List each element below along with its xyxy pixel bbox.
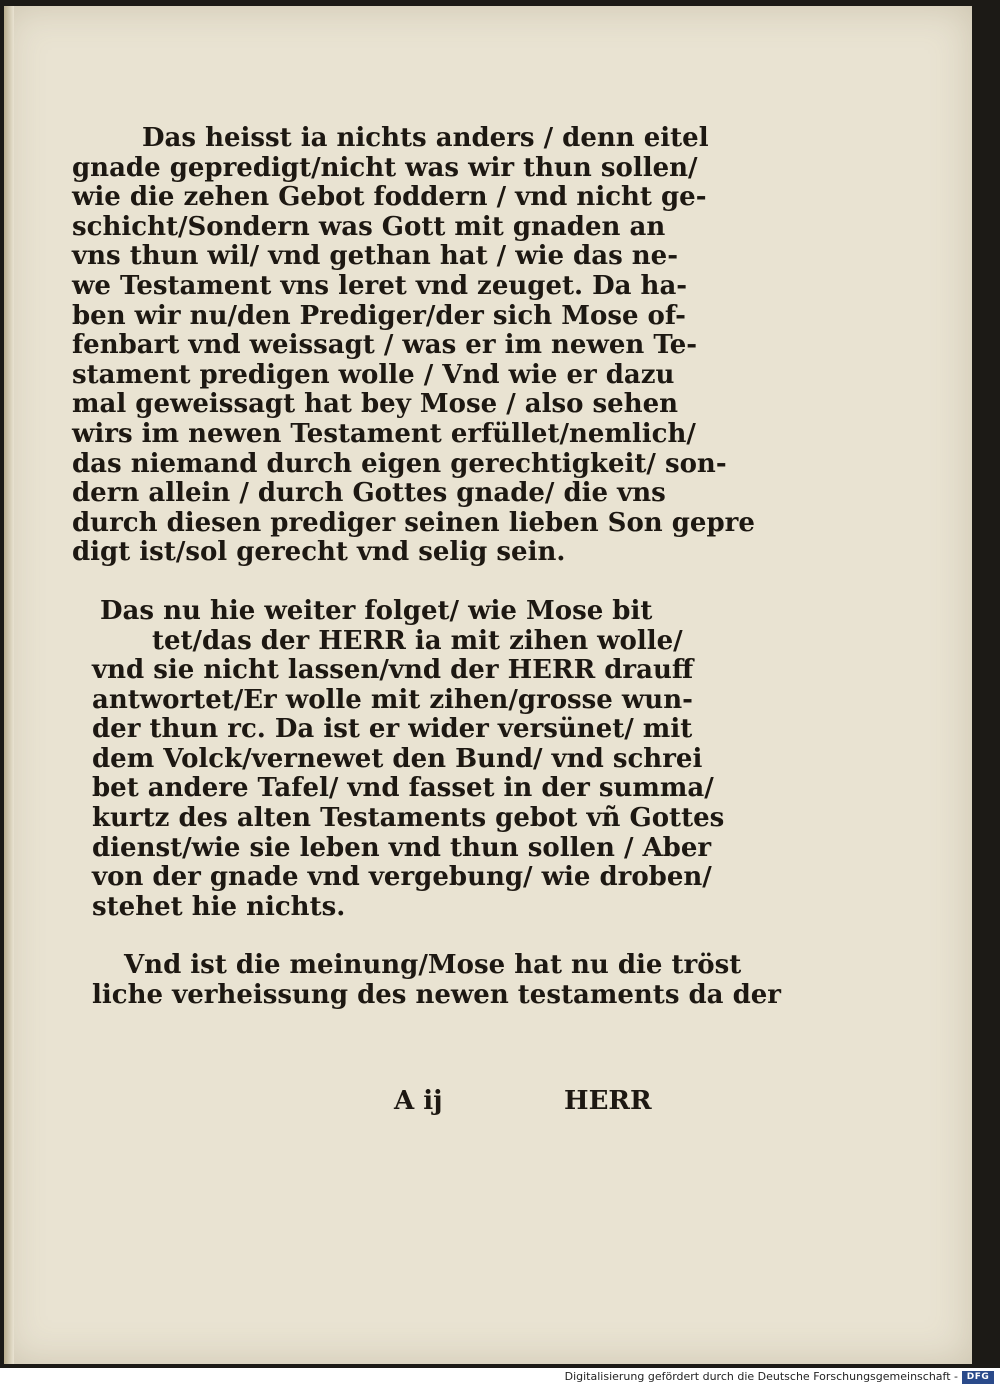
text-line: Vnd ist die meinung/Mose hat nu die tröst bbox=[124, 950, 742, 981]
paragraph-3 bbox=[72, 950, 781, 1011]
text-line: gnade gepredigt/nicht was wir thun sollen/ bbox=[72, 152, 698, 183]
text-line: bet andere Tafel/ vnd fasset in der summa/ bbox=[92, 773, 714, 804]
text-line: dienst/wie sie leben vnd thun sollen / Aber bbox=[92, 832, 712, 863]
book-page bbox=[4, 6, 972, 1364]
text-line: mal geweissagt hat bey Mose / also sehen bbox=[72, 389, 679, 420]
text-line: we Testament vns leret vnd zeuget. Da ha- bbox=[72, 270, 688, 301]
text-line: wie die zehen Gebot foddern / vnd nicht ge- bbox=[72, 182, 707, 213]
text-line: fenbart vnd weissagt / was er im newen Te- bbox=[72, 330, 698, 361]
text-line: vns thun wil/ vnd gethan hat / wie das ne- bbox=[72, 241, 678, 272]
text-body bbox=[72, 123, 781, 1011]
text-line: das niemand durch eigen gerechtigkeit/ son- bbox=[72, 448, 727, 479]
text-line: der thun rc. Da ist er wider versünet/ mit bbox=[92, 714, 693, 745]
page-binding-edge bbox=[4, 6, 14, 1364]
text-line: schicht/Sondern was Gott mit gnaden an bbox=[72, 211, 666, 242]
text-line: Das nu hie weiter folget/ wie Mose bit bbox=[100, 595, 653, 626]
text-line: durch diesen prediger seinen lieben Son gepre bbox=[72, 507, 755, 538]
text-line: ben wir nu/den Prediger/der sich Mose of- bbox=[72, 300, 686, 331]
text-line: stehet hie nichts. bbox=[92, 891, 346, 922]
digitization-footer bbox=[0, 1368, 1000, 1388]
page-footer-marks bbox=[394, 1086, 694, 1118]
text-line: dem Volck/vernewet den Bund/ vnd schrei bbox=[92, 743, 703, 774]
dfg-logo-icon: DFG bbox=[962, 1371, 994, 1384]
signature-mark: A ij bbox=[394, 1086, 443, 1116]
text-line: vnd sie nicht lassen/vnd der HERR drauff bbox=[92, 655, 694, 686]
text-line: antwortet/Er wolle mit zihen/grosse wun- bbox=[92, 684, 693, 715]
text-line: stament predigen wolle / Vnd wie er dazu bbox=[72, 359, 675, 390]
funding-credit: Digitalisierung gefördert durch die Deutsche Forschungsgemeinschaft - bbox=[564, 1370, 958, 1383]
text-line: digt ist/sol gerecht vnd selig sein. bbox=[72, 537, 566, 568]
text-line: tet/das der HERR ia mit zihen wolle/ bbox=[152, 625, 683, 656]
text-line: kurtz des alten Testaments gebot vñ Gottes bbox=[92, 803, 725, 834]
text-line: wirs im newen Testament erfüllet/nemlich/ bbox=[72, 418, 696, 449]
text-line: Das heisst ia nichts anders / denn eitel bbox=[142, 123, 709, 153]
paragraph-2 bbox=[72, 595, 725, 923]
catchword: HERR bbox=[564, 1086, 652, 1116]
text-line: liche verheissung des newen testaments da der bbox=[92, 980, 781, 1011]
text-line: dern allein / durch Gottes gnade/ die vns bbox=[72, 478, 666, 509]
text-line: von der gnade vnd vergebung/ wie droben/ bbox=[92, 862, 712, 893]
paragraph-1 bbox=[72, 123, 755, 568]
